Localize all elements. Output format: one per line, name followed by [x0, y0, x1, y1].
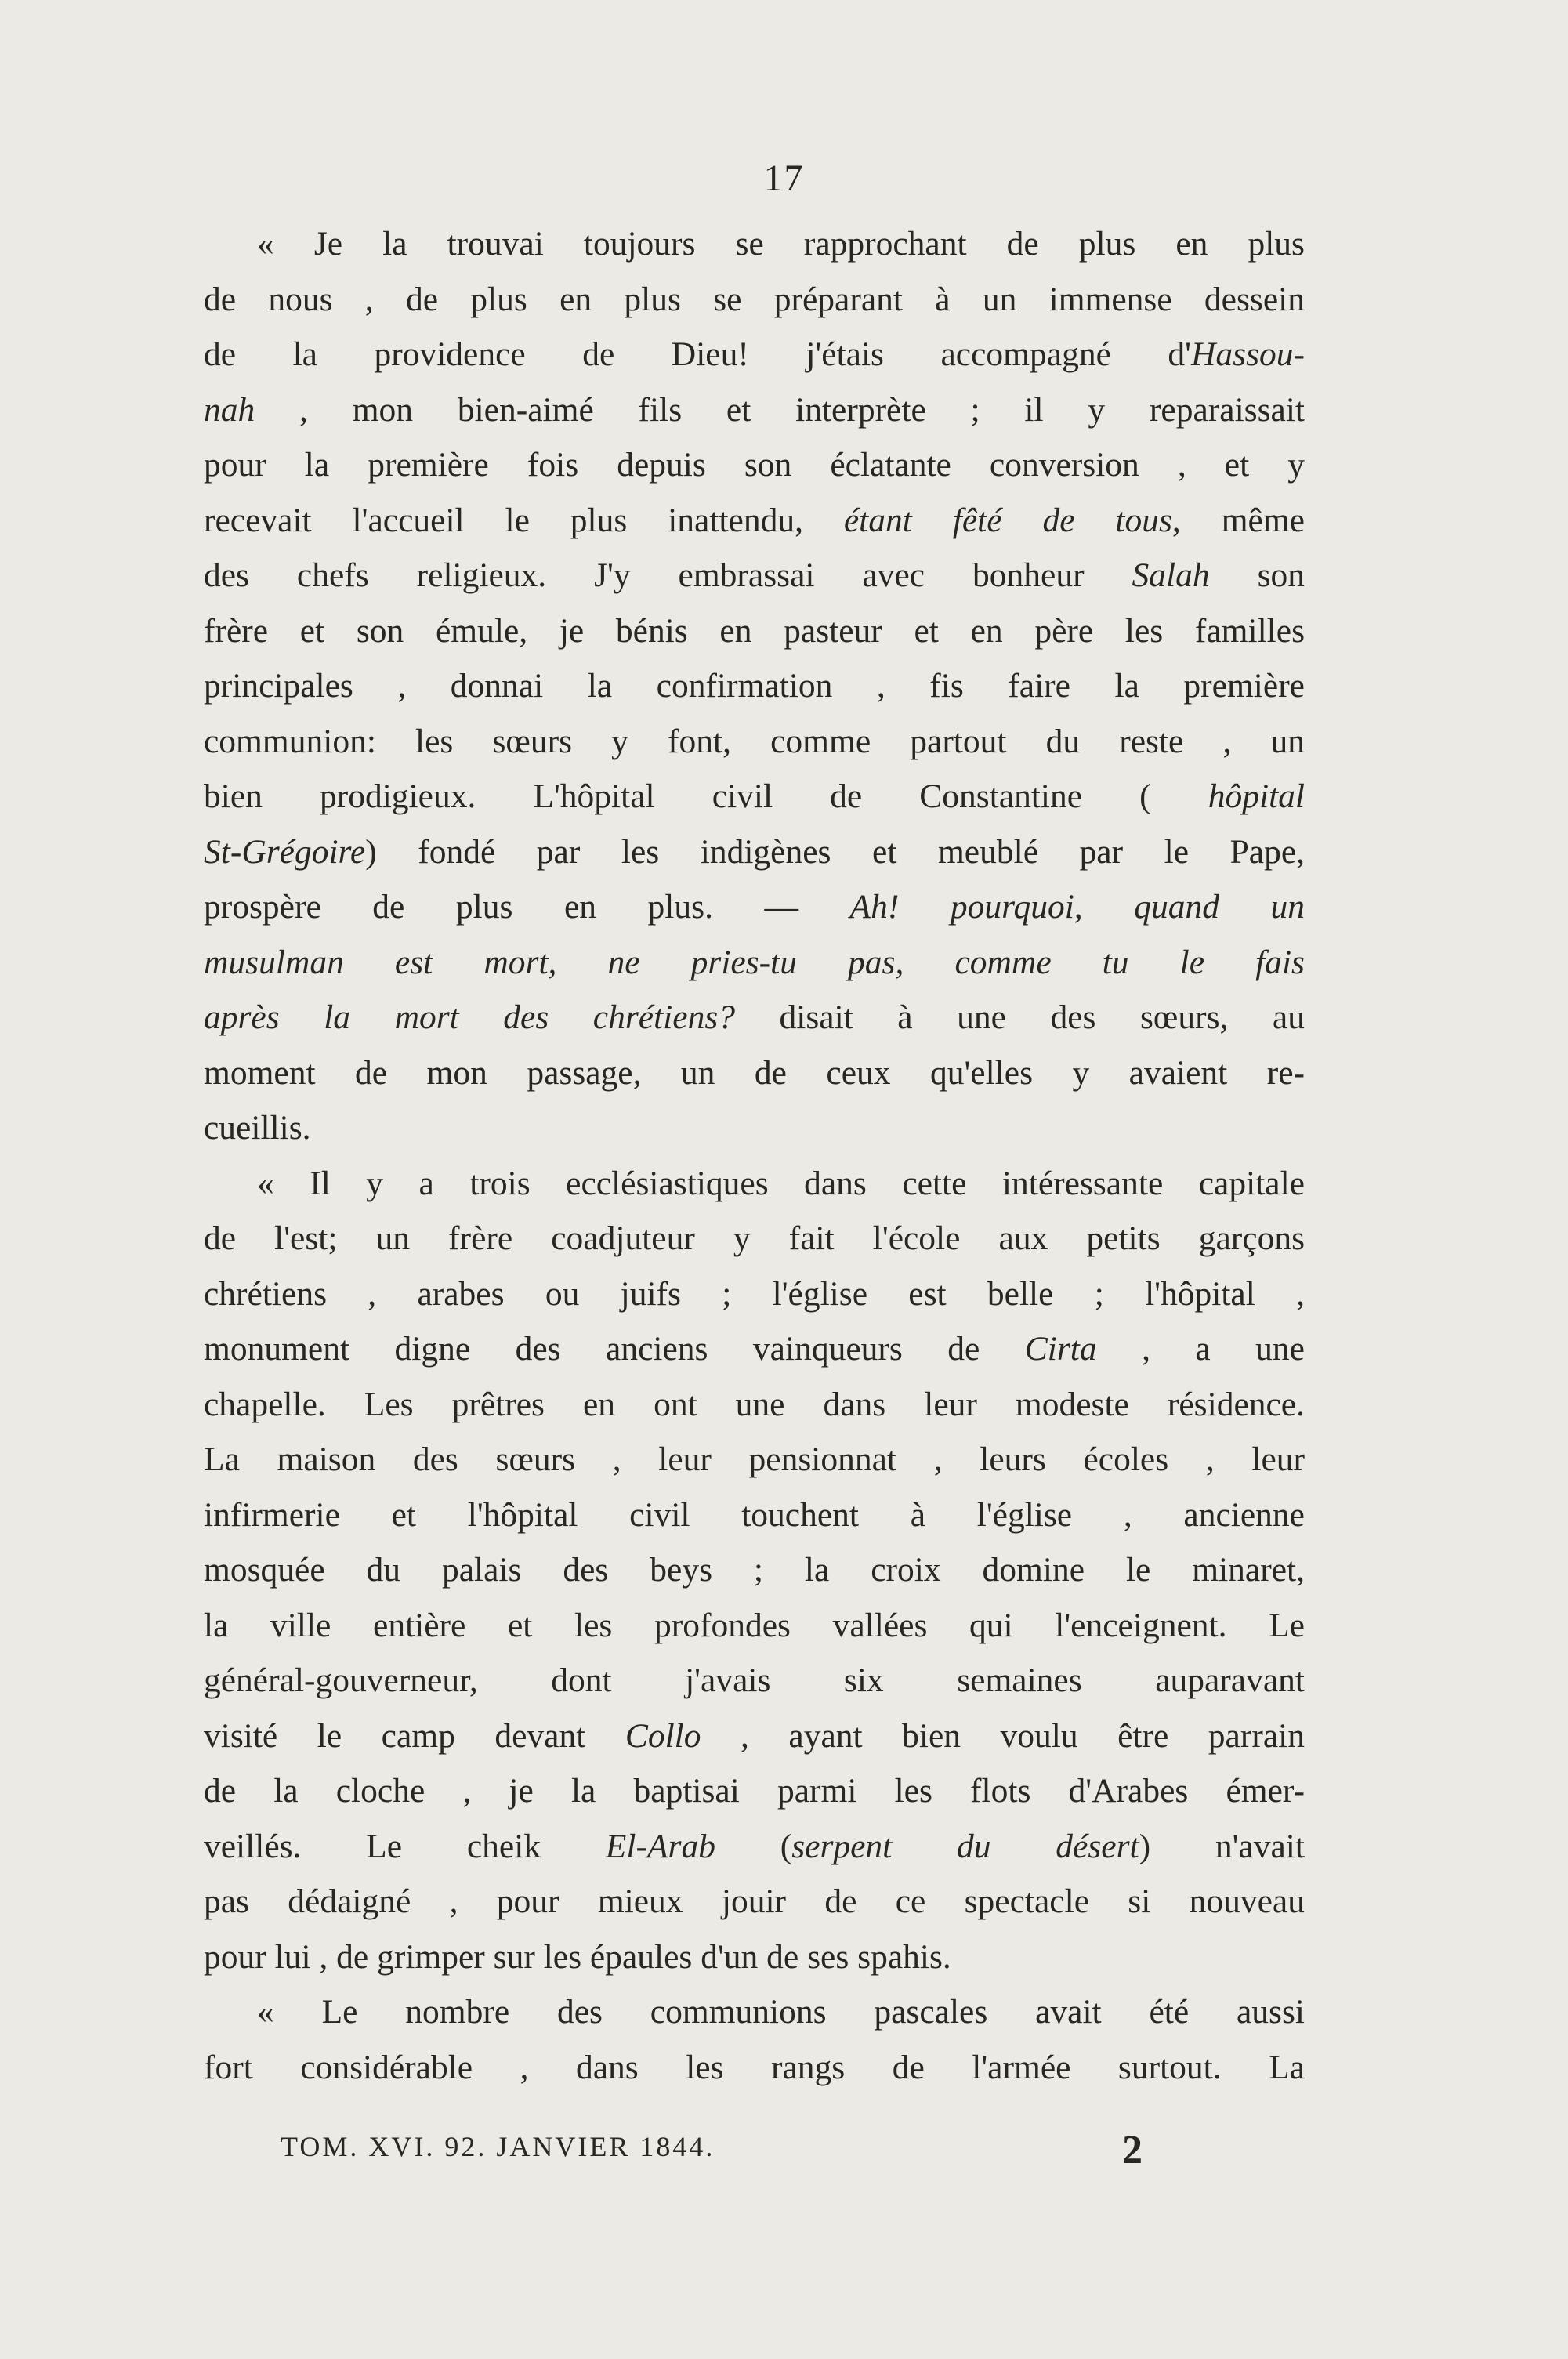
page-number: 17	[763, 158, 805, 199]
text-line	[204, 1542, 1305, 1598]
text-segment: monument digne des anciens vainqueurs de	[204, 1330, 1025, 1368]
text-segment: ) n'avait	[1139, 1827, 1305, 1865]
text-line	[204, 1763, 1305, 1819]
text-line	[204, 1156, 1305, 1212]
text-line	[204, 1488, 1305, 1543]
text-segment: La maison des sœurs , leur pensionnat , leurs écoles , leur	[204, 1440, 1305, 1478]
text-segment: chapelle. Les prêtres en ont une dans leur modeste résidence.	[204, 1385, 1305, 1423]
italic-text: Cirta	[1024, 1330, 1097, 1368]
text-segment: , même	[1171, 501, 1305, 539]
signature-mark: 2	[1122, 2128, 1143, 2172]
italic-text: hôpital	[1208, 777, 1305, 815]
text-segment: infirmerie et l'hôpital civil touchent à l'église , ancienne	[204, 1495, 1305, 1534]
text-segment: moment de mon passage, un de ceux qu'elles y avaient re-	[204, 1053, 1305, 1092]
italic-text: St-Grégoire	[204, 832, 366, 871]
text-segment: « Le nombre des communions pascales avait été aussi	[257, 1993, 1305, 2031]
text-line	[204, 1874, 1305, 1930]
text-line	[204, 714, 1305, 770]
text-segment: de la providence de Dieu! j'étais accompagné d'	[204, 335, 1191, 373]
text-line	[204, 1819, 1305, 1875]
text-segment: recevait l'accueil le plus inattendu,	[204, 501, 844, 539]
text-segment: frère et son émule, je bénis en pasteur et en père les familles	[204, 611, 1305, 650]
italic-text: nah	[204, 390, 255, 429]
footer-signature-line: TOM. XVI. 92. JANVIER 1844.	[281, 2131, 715, 2162]
text-segment: pour la première fois depuis son éclatante conversion , et y	[204, 446, 1305, 484]
text-segment: , a une	[1096, 1330, 1305, 1368]
text-line	[204, 990, 1305, 1045]
text-line	[204, 382, 1305, 438]
text-line	[204, 769, 1305, 824]
text-line	[204, 658, 1305, 714]
text-line	[204, 1100, 1305, 1156]
text-segment: mosquée du palais des beys ; la croix domine le minaret,	[204, 1551, 1305, 1589]
text-line	[204, 1045, 1305, 1101]
text-segment: cueillis.	[204, 1109, 311, 1147]
text-segment: chrétiens , arabes ou juifs ; l'église est belle ; l'hôpital ,	[204, 1274, 1305, 1313]
text-line	[204, 327, 1305, 382]
text-line	[204, 1321, 1305, 1377]
text-line	[204, 1653, 1305, 1709]
text-line	[204, 1432, 1305, 1488]
text-segment: disait à une des sœurs, au	[735, 998, 1305, 1036]
text-line	[204, 1598, 1305, 1654]
text-segment: la ville entière et les profondes vallées qui l'enceignent. Le	[204, 1606, 1305, 1644]
text-segment: prospère de plus en plus. —	[204, 888, 850, 926]
text-segment: « Je la trouvai toujours se rapprochant de plus en plus	[257, 225, 1305, 263]
text-segment: (	[715, 1827, 792, 1865]
text-line	[204, 2040, 1305, 2096]
text-line	[204, 548, 1305, 603]
italic-text: Salah	[1132, 556, 1210, 594]
italic-text: après la mort des chrétiens?	[204, 998, 735, 1036]
text-line	[204, 493, 1305, 549]
text-line	[204, 879, 1305, 935]
italic-text: musulman est mort, ne pries-tu pas, comme tu le fais	[204, 943, 1305, 981]
text-segment: bien prodigieux. L'hôpital civil de Constantine (	[204, 777, 1208, 815]
text-line	[204, 1377, 1305, 1433]
text-line	[204, 1709, 1305, 1764]
text-segment: , mon bien-aimé fils et interprète ; il y reparaissait	[255, 390, 1305, 429]
text-line	[204, 272, 1305, 328]
text-segment: général-gouverneur, dont j'avais six semaines auparavant	[204, 1661, 1305, 1699]
text-line	[204, 437, 1305, 493]
text-segment: visité le camp devant	[204, 1716, 625, 1755]
text-segment: veillés. Le cheik	[204, 1827, 606, 1865]
italic-text: Ah! pourquoi, quand un	[849, 888, 1305, 926]
text-line	[204, 935, 1305, 991]
italic-text: serpent du désert	[791, 1827, 1139, 1865]
italic-text: Collo	[625, 1716, 701, 1755]
text-segment: fort considérable , dans les rangs de l'armée surtout. La	[204, 2048, 1305, 2086]
text-line	[204, 1930, 1305, 1985]
text-segment: ) fondé par les indigènes et meublé par le Pape,	[365, 832, 1305, 871]
text-segment: son	[1209, 556, 1305, 594]
italic-text: Hassou-	[1190, 335, 1305, 373]
text-segment: pour lui , de grimper sur les épaules d'un de ses spahis.	[204, 1937, 951, 1976]
body-text	[204, 216, 1305, 2095]
text-segment: de nous , de plus en plus se préparant à un immense dessein	[204, 280, 1305, 318]
text-segment: principales , donnai la confirmation , fis faire la première	[204, 667, 1305, 705]
text-segment: pas dédaigné , pour mieux jouir de ce spectacle si nouveau	[204, 1882, 1305, 1920]
text-line	[204, 1984, 1305, 2040]
text-line	[204, 1211, 1305, 1266]
text-segment: « Il y a trois ecclésiastiques dans cette intéressante capitale	[257, 1164, 1305, 1202]
text-segment: de l'est; un frère coadjuteur y fait l'école aux petits garçons	[204, 1219, 1305, 1257]
text-line	[204, 603, 1305, 659]
italic-text: El-Arab	[605, 1827, 715, 1865]
text-segment: des chefs religieux. J'y embrassai avec bonheur	[204, 556, 1132, 594]
text-line	[204, 824, 1305, 880]
text-segment: , ayant bien voulu être parrain	[701, 1716, 1305, 1755]
text-segment: communion: les sœurs y font, comme partout du reste , un	[204, 722, 1305, 760]
text-line	[204, 1266, 1305, 1322]
italic-text: étant fêté de tous	[843, 501, 1172, 539]
text-segment: de la cloche , je la baptisai parmi les flots d'Arabes émer-	[204, 1772, 1305, 1810]
text-line	[204, 216, 1305, 272]
